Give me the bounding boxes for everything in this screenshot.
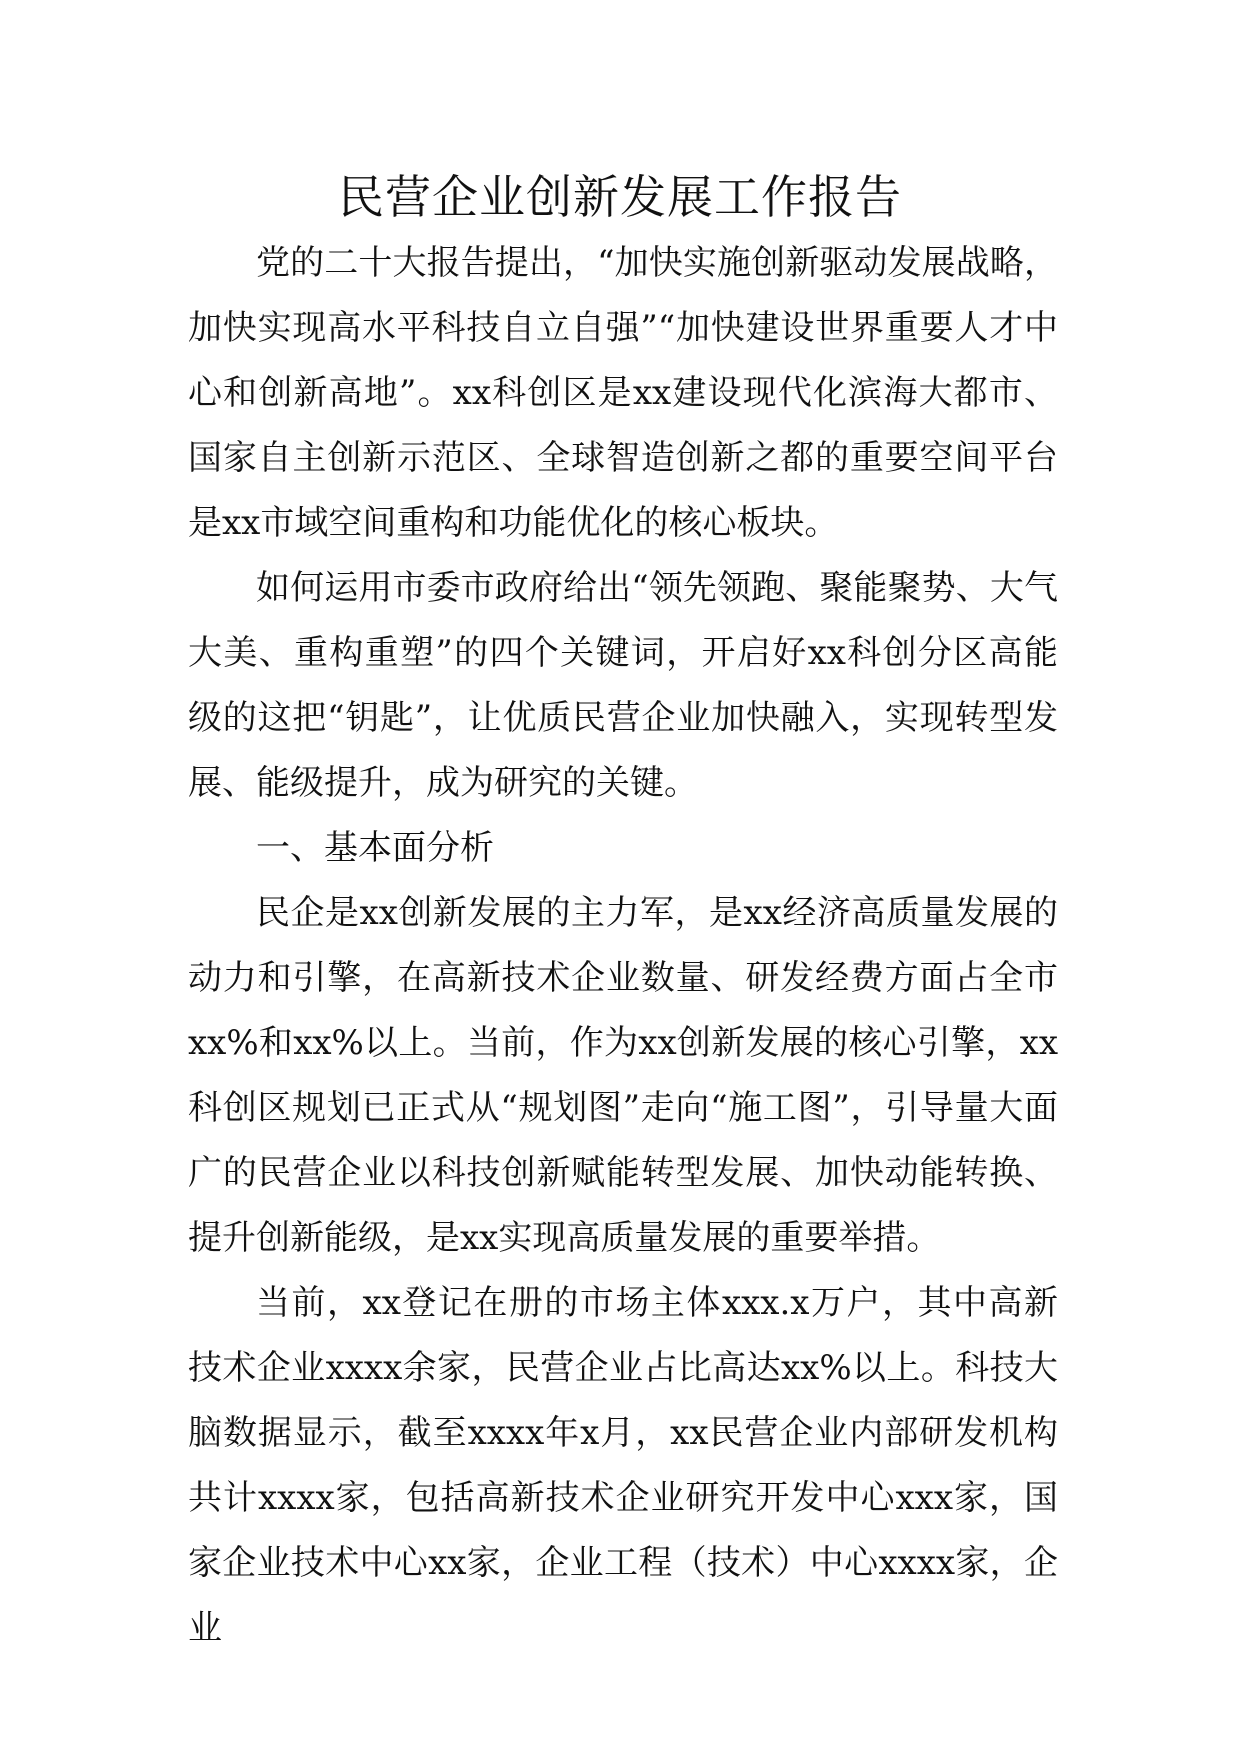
paragraph-key-question: 如何运用市委市政府给出“领先领跑、聚能聚势、大气大美、重构重塑”的四个关键词，开启好xx科创分区高能级的这把“钥匙”，让优质民营企业加快融入，实现转型发展、能级提升，成为研究的关键。 xyxy=(188,568,1058,803)
section-heading: 一、基本面分析 xyxy=(256,828,494,868)
paragraph-private-enterprise: 民企是xx创新发展的主力军，是xx经济高质量发展的动力和引擎，在高新技术企业数量、研发经费方面占全市xx%和xx%以上。当前，作为xx创新发展的核心引擎，xx科创区规划已正式从“规划图”走向“施工图”，引导量大面广的民营企业以科技创新赋能转型发展、加快动能转换、提升创新能级，是xx实现高质量发展的重要举措。 xyxy=(188,893,1058,1258)
document-body xyxy=(188,231,1058,1661)
paragraph-current-status: 当前，xx登记在册的市场主体xxx.x万户，其中高新技术企业xxxx余家，民营企业占比高达xx%以上。科技大脑数据显示，截至xxxx年x月，xx民营企业内部研发机构共计xxxx家，包括高新技术企业研究开发中心xxx家，国家企业技术中心xx家，企业工程（技术）中心xxxx家，企业 xyxy=(188,1283,1058,1648)
paragraph-intro: 党的二十大报告提出，“加快实施创新驱动发展战略，加快实现高水平科技自立自强”“加快建设世界重要人才中心和创新高地”。xx科创区是xx建设现代化滨海大都市、国家自主创新示范区、全球智造创新之都的重要空间平台是xx市域空间重构和功能优化的核心板块。 xyxy=(188,243,1058,543)
document-title: 民营企业创新发展工作报告 xyxy=(338,170,902,224)
